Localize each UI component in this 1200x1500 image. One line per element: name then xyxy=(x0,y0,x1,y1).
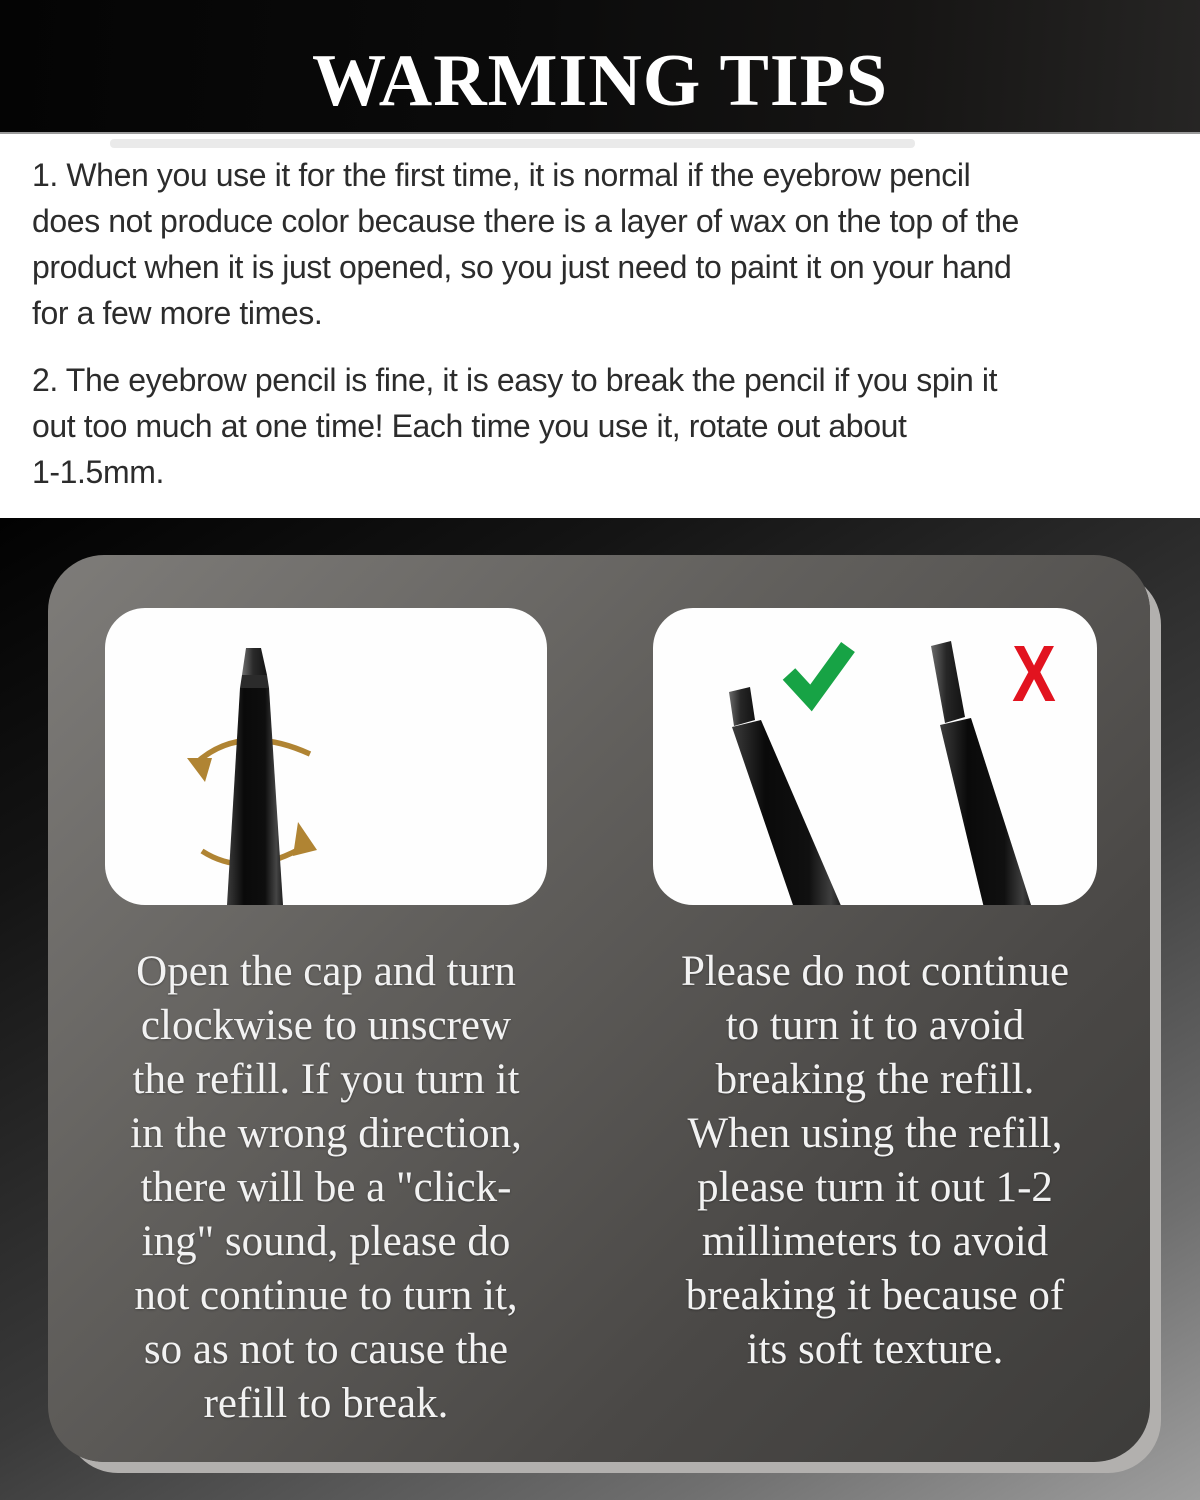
caption-line: clockwise to unscrew xyxy=(140,1002,512,1049)
caption-line: millimeters to avoid xyxy=(701,1218,1049,1265)
photo-panel-compare xyxy=(653,608,1097,905)
x-icon: X xyxy=(1012,629,1056,718)
caption-line: Please do not continue xyxy=(680,948,1070,995)
photo-panel-rotate xyxy=(105,608,547,905)
check-icon xyxy=(789,647,848,698)
caption-left xyxy=(66,945,586,1431)
title-banner xyxy=(0,0,1200,134)
rotation-arrowhead-up xyxy=(293,822,317,856)
caption-line: breaking the refill. xyxy=(715,1056,1035,1103)
caption-line: refill to break. xyxy=(203,1380,449,1427)
intro-line: product when it is just opened, so you just need to paint it on your hand xyxy=(32,249,1012,285)
caption-line: its soft texture. xyxy=(746,1326,1004,1373)
caption-line: the refill. If you turn it xyxy=(132,1056,520,1103)
pencil-rotation-illustration xyxy=(105,608,547,905)
intro-text xyxy=(32,152,1177,495)
caption-right xyxy=(615,945,1135,1377)
instruction-tray xyxy=(48,555,1150,1462)
page-title: WARMING TIPS xyxy=(312,40,888,122)
caption-line: ing" sound, please do xyxy=(141,1218,511,1265)
banner-smudge-artifact xyxy=(110,139,915,148)
dark-section xyxy=(0,518,1200,1500)
intro-paragraph-1 xyxy=(32,152,1177,336)
caption-line: to turn it to avoid xyxy=(725,1002,1025,1049)
caption-line: there will be a "click- xyxy=(140,1164,512,1211)
caption-line: in the wrong direction, xyxy=(130,1110,522,1157)
intro-line: does not produce color because there is a layer of wax on the top of the xyxy=(32,203,1019,239)
intro-line: 1-1.5mm. xyxy=(32,454,164,490)
intro-paragraph-2 xyxy=(32,357,1177,495)
caption-line: please turn it out 1-2 xyxy=(697,1164,1053,1211)
caption-line: Open the cap and turn xyxy=(136,948,516,995)
intro-line: for a few more times. xyxy=(32,295,323,331)
pencil-correct xyxy=(729,687,842,905)
caption-line: When using the refill, xyxy=(687,1110,1063,1157)
caption-line: not continue to turn it, xyxy=(134,1272,518,1319)
caption-line: breaking it because of xyxy=(685,1272,1065,1319)
pencil-upright xyxy=(227,648,283,905)
intro-line: 1. When you use it for the first time, it is normal if the eyebrow pencil xyxy=(32,157,971,193)
caption-line: so as not to cause the xyxy=(143,1326,509,1373)
intro-line: 2. The eyebrow pencil is fine, it is easy to break the pencil if you spin it xyxy=(32,362,998,398)
rotation-arrowhead-down xyxy=(187,758,212,782)
intro-line: out too much at one time! Each time you use it, rotate out about xyxy=(32,408,907,444)
